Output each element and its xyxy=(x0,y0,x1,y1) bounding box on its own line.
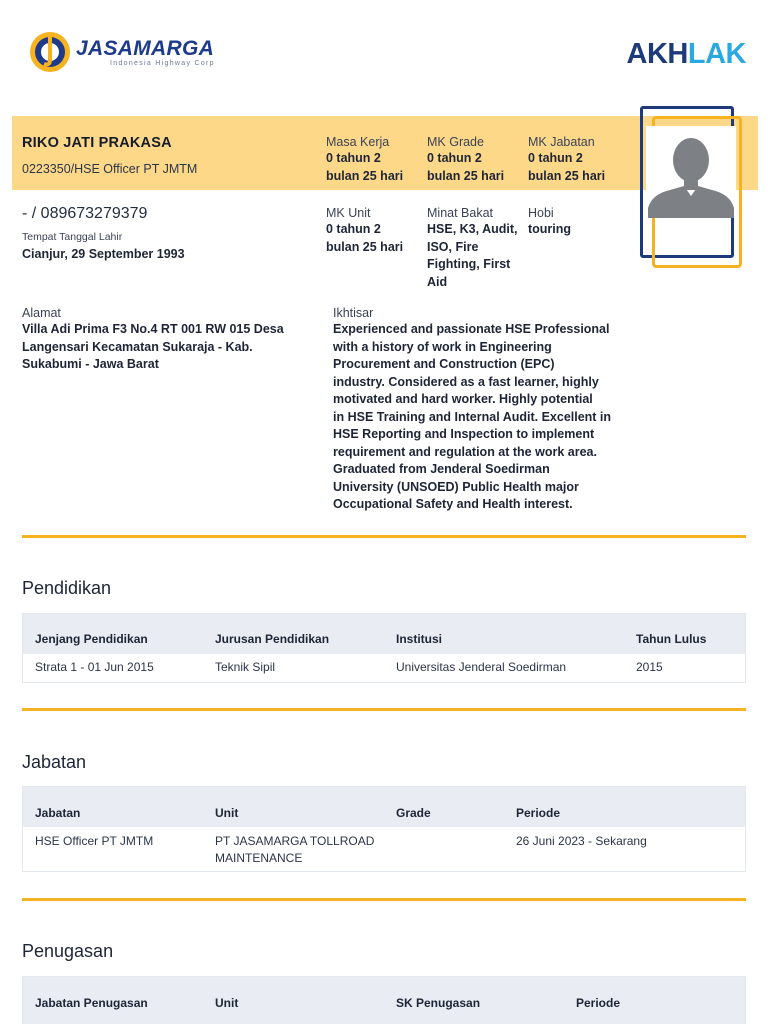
stat-mk-grade xyxy=(427,134,527,185)
header-cell: Unit xyxy=(215,996,239,1010)
header-cell: Grade xyxy=(396,806,431,820)
header-cell: Tahun Lulus xyxy=(636,632,707,646)
birth-value: Cianjur, 29 September 1993 xyxy=(22,247,185,261)
akhlak-light-text: LAK xyxy=(687,38,746,70)
header-cell: Periode xyxy=(516,806,561,820)
header-cell: Unit xyxy=(215,806,239,820)
ikhtisar-line: Experienced and passionate HSE Professional xyxy=(333,322,610,336)
header-cell: Jabatan Penugasan xyxy=(35,996,148,1010)
table-header xyxy=(23,977,745,1024)
minat-line: HSE, K3, Audit, xyxy=(427,222,518,236)
alamat-label: Alamat xyxy=(22,306,61,320)
table-cell: 26 Juni 2023 - Sekarang xyxy=(516,834,647,848)
ikhtisar-line: motivated and hard worker. Highly potential xyxy=(333,392,593,406)
table-header xyxy=(23,787,745,827)
stat-masa-kerja xyxy=(326,134,426,185)
stat-label: MK Grade xyxy=(427,135,484,149)
table-cell: HSE Officer PT JMTM xyxy=(35,834,154,848)
jabatan-title: Jabatan xyxy=(22,752,87,772)
stat-label: Masa Kerja xyxy=(326,135,390,149)
stat-value-line2: bulan 25 hari xyxy=(528,168,606,183)
table-header xyxy=(23,614,745,654)
minat-line: Fighting, First xyxy=(427,257,511,271)
akhlak-logo xyxy=(627,38,746,70)
ikhtisar-line: industry. Considered as a fast learner, highly xyxy=(333,374,599,389)
table-cell: 2015 xyxy=(636,660,663,674)
table-cell: Universitas Jenderal Soedirman xyxy=(396,660,567,674)
header-cell: Institusi xyxy=(396,632,443,646)
stat-label: Hobi xyxy=(528,206,554,220)
employee-nip-position: 0223350/HSE Officer PT JMTM xyxy=(22,162,198,176)
logo-tagline: Indonesia Highway Corp xyxy=(110,59,215,67)
unit-line: MAINTENANCE xyxy=(215,851,303,865)
stat-value-line1: 0 tahun 2 xyxy=(326,222,381,236)
ikhtisar-line: Graduated from Jenderal Soedirman xyxy=(333,462,550,476)
alamat-section xyxy=(22,305,322,374)
header-cell: Jabatan xyxy=(35,806,81,820)
birth-label: Tempat Tanggal Lahir xyxy=(22,231,123,243)
stat-label: MK Unit xyxy=(326,206,371,220)
alamat-line: Villa Adi Prima F3 No.4 RT 001 RW 015 Desa xyxy=(22,322,284,336)
ikhtisar-line: requirement and regulation at the work area. xyxy=(333,444,597,459)
jasamarga-emblem-icon xyxy=(28,30,72,74)
section-divider xyxy=(22,898,746,901)
ikhtisar-line: Occupational Safety and Health interest. xyxy=(333,497,573,511)
section-divider xyxy=(22,708,746,711)
pendidikan-title: Pendidikan xyxy=(22,578,112,598)
stat-value-line2: bulan 25 hari xyxy=(427,168,505,183)
stat-value-line2: bulan 25 hari xyxy=(326,168,404,183)
ikhtisar-line: in HSE Training and Internal Audit. Excellent in xyxy=(333,409,612,424)
person-silhouette-icon xyxy=(646,126,736,218)
ikhtisar-line: with a history of work in Engineering xyxy=(333,339,552,354)
minat-line: Aid xyxy=(427,274,448,289)
penugasan-title: Penugasan xyxy=(22,941,114,961)
table-cell: Strata 1 - 01 Jun 2015 xyxy=(35,660,154,674)
jabatan-table xyxy=(22,786,746,872)
header-cell: Periode xyxy=(576,996,621,1010)
penugasan-table xyxy=(22,976,746,1024)
stat-minat-bakat xyxy=(427,205,527,291)
section-divider xyxy=(22,535,746,538)
header-cell: Jurusan Pendidikan xyxy=(215,632,330,646)
ikhtisar-section xyxy=(333,305,633,514)
stat-value-line1: 0 tahun 2 xyxy=(528,151,583,165)
ikhtisar-line: Procurement and Construction (EPC) xyxy=(333,357,555,371)
ikhtisar-line: University (UNSOED) Public Health major xyxy=(333,479,579,494)
logo-name: JASAMARGA xyxy=(76,36,215,60)
employee-name: RIKO JATI PRAKASA xyxy=(22,135,172,151)
stat-label: Minat Bakat xyxy=(427,206,494,220)
stat-mk-unit xyxy=(326,205,426,256)
akhlak-dark-text: AKH xyxy=(626,38,688,70)
table-cell: Teknik Sipil xyxy=(215,660,276,674)
contact-info: - / 089673279379 xyxy=(22,205,148,222)
table-cell xyxy=(215,833,374,867)
stat-value-line1: 0 tahun 2 xyxy=(326,151,381,165)
header-cell: SK Penugasan xyxy=(396,996,481,1010)
jasamarga-logo xyxy=(28,30,215,74)
pendidikan-table xyxy=(22,613,746,683)
header-cell: Jenjang Pendidikan xyxy=(35,632,148,646)
ikhtisar-label: Ikhtisar xyxy=(333,306,374,320)
table-row xyxy=(23,654,745,682)
hobi-value: touring xyxy=(528,222,572,236)
ikhtisar-line: HSE Reporting and Inspection to implement xyxy=(333,427,595,441)
stat-mk-jabatan xyxy=(528,134,628,185)
stat-hobi xyxy=(528,205,628,239)
alamat-line: Sukabumi - Jawa Barat xyxy=(22,357,159,371)
stat-label: MK Jabatan xyxy=(528,135,595,149)
profile-photo-placeholder xyxy=(646,126,736,218)
stat-value-line2: bulan 25 hari xyxy=(326,239,404,254)
minat-line: ISO, Fire xyxy=(427,239,479,254)
table-row xyxy=(23,827,745,871)
stat-value-line1: 0 tahun 2 xyxy=(427,151,482,165)
unit-line: PT JASAMARGA TOLLROAD xyxy=(215,834,375,848)
alamat-line: Langensari Kecamatan Sukaraja - Kab. xyxy=(22,339,253,354)
